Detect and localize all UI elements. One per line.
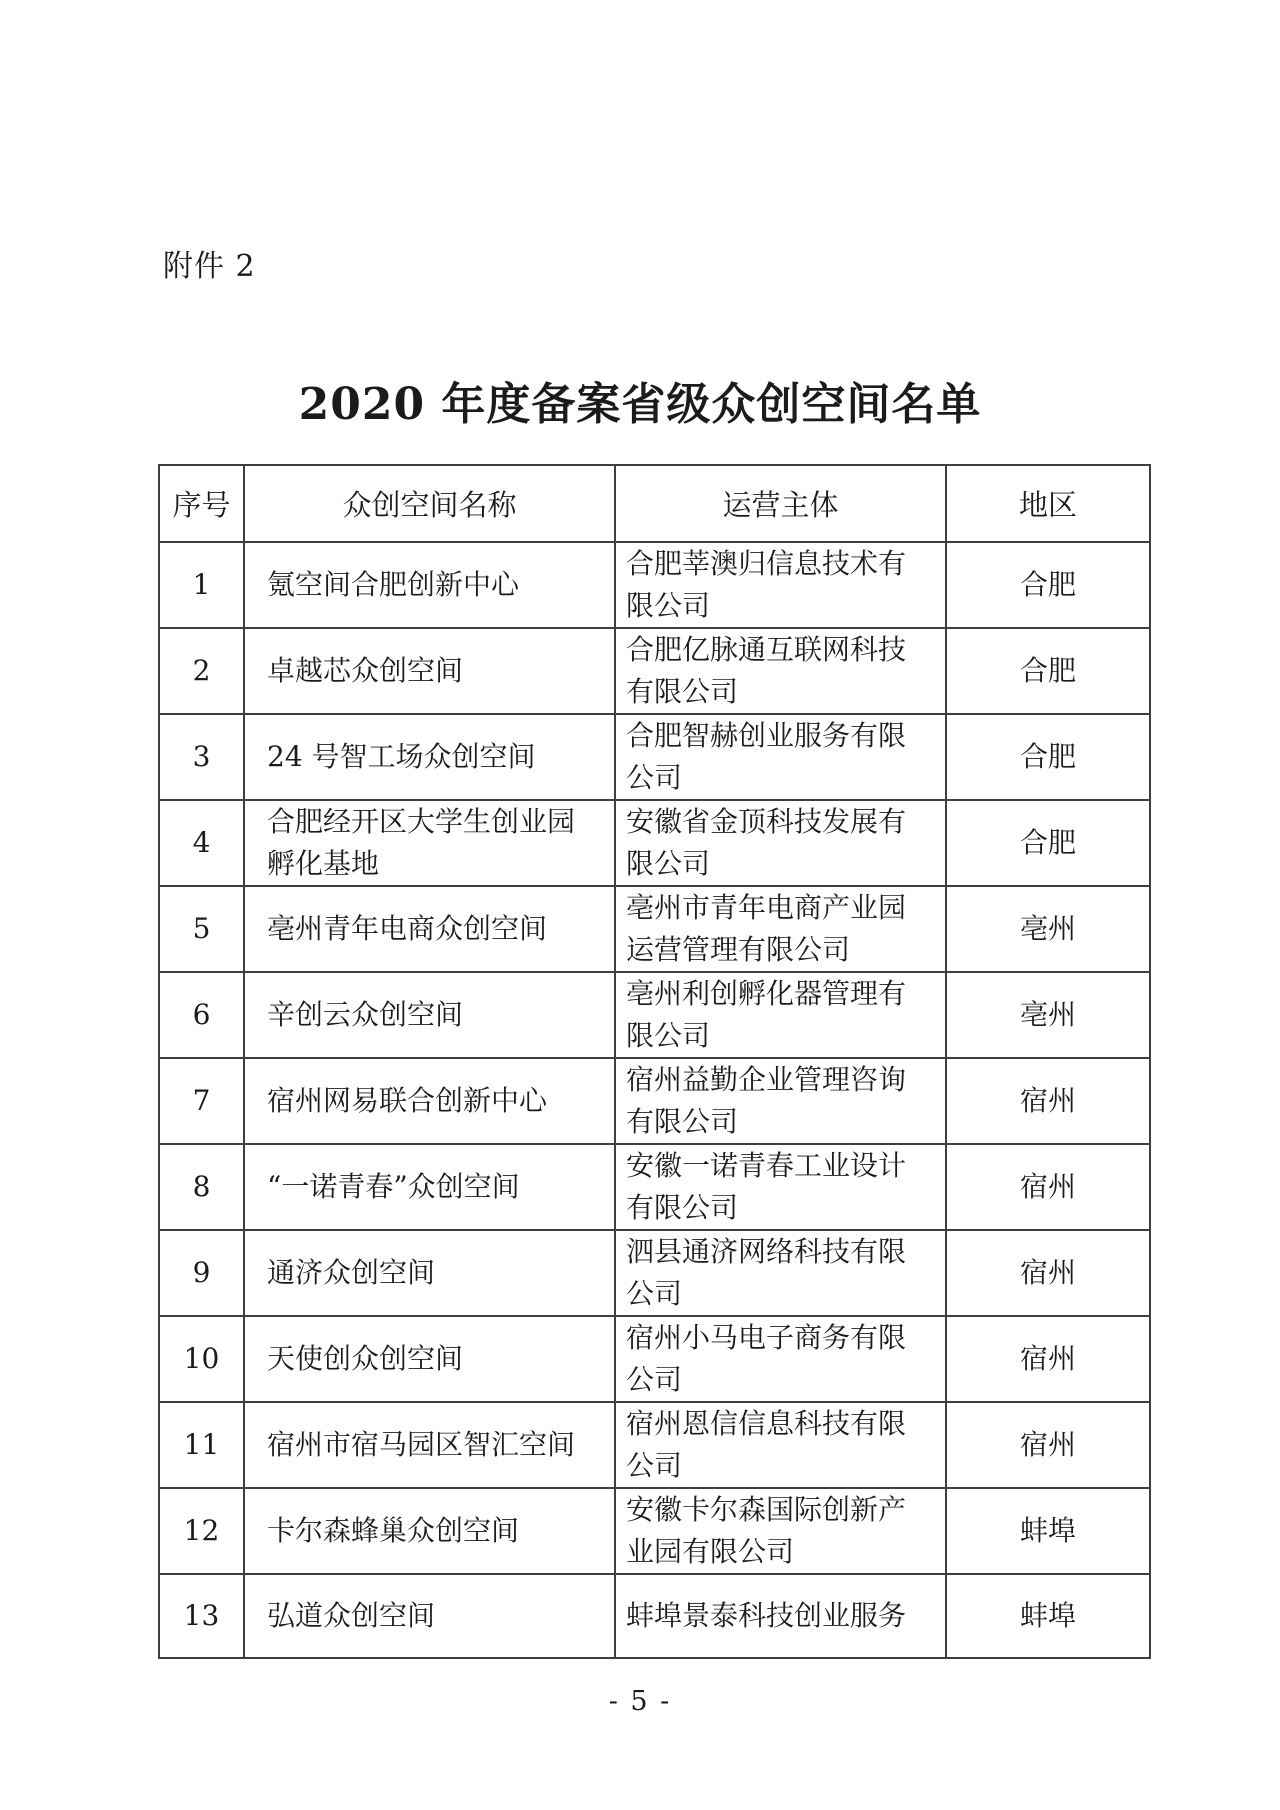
table-row (159, 1402, 1150, 1488)
cell-name: 宿州市宿马园区智汇空间 (244, 1402, 615, 1488)
cell-no: 5 (159, 886, 244, 972)
cell-operator: 宿州恩信信息科技有限公司 (615, 1402, 946, 1488)
cell-name: 天使创众创空间 (244, 1316, 615, 1402)
cell-name: “一诺青春”众创空间 (244, 1144, 615, 1230)
cell-no: 10 (159, 1316, 244, 1402)
cell-name: 弘道众创空间 (244, 1574, 615, 1658)
table-row (159, 1230, 1150, 1316)
attachment-label: 附件 2 (163, 249, 256, 284)
cell-name: 卓越芯众创空间 (244, 628, 615, 714)
cell-name: 辛创云众创空间 (244, 972, 615, 1058)
page-title: 2020 年度备案省级众创空间名单 (298, 379, 982, 430)
cell-region: 合肥 (946, 800, 1150, 886)
header-cell-name: 众创空间名称 (244, 465, 615, 542)
cell-no: 12 (159, 1488, 244, 1574)
header-cell-region: 地区 (946, 465, 1150, 542)
table-row (159, 1144, 1150, 1230)
table-row (159, 542, 1150, 628)
cell-no: 13 (159, 1574, 244, 1658)
cell-name: 合肥经开区大学生创业园孵化基地 (244, 800, 615, 886)
cell-no: 7 (159, 1058, 244, 1144)
table-row (159, 886, 1150, 972)
cell-region: 蚌埠 (946, 1488, 1150, 1574)
cell-region: 合肥 (946, 714, 1150, 800)
cell-no: 1 (159, 542, 244, 628)
table-row (159, 972, 1150, 1058)
cell-operator: 安徽省金顶科技发展有限公司 (615, 800, 946, 886)
cell-region: 宿州 (946, 1402, 1150, 1488)
cell-name: 亳州青年电商众创空间 (244, 886, 615, 972)
cell-region: 亳州 (946, 972, 1150, 1058)
table-header-row (159, 465, 1150, 542)
makerspace-table (158, 464, 1151, 1659)
cell-operator: 泗县通济网络科技有限公司 (615, 1230, 946, 1316)
table-row (159, 1316, 1150, 1402)
cell-operator: 安徽一诺青春工业设计有限公司 (615, 1144, 946, 1230)
page-number: - 5 - (608, 1686, 672, 1717)
cell-operator: 合肥莘澳归信息技术有限公司 (615, 542, 946, 628)
cell-name: 卡尔森蜂巢众创空间 (244, 1488, 615, 1574)
cell-name: 24 号智工场众创空间 (244, 714, 615, 800)
cell-region: 宿州 (946, 1058, 1150, 1144)
cell-name: 氪空间合肥创新中心 (244, 542, 615, 628)
table-row (159, 1488, 1150, 1574)
cell-operator: 合肥亿脉通互联网科技有限公司 (615, 628, 946, 714)
table-row (159, 1058, 1150, 1144)
cell-no: 4 (159, 800, 244, 886)
cell-operator: 蚌埠景泰科技创业服务 (615, 1574, 946, 1658)
cell-no: 9 (159, 1230, 244, 1316)
cell-region: 宿州 (946, 1230, 1150, 1316)
cell-region: 蚌埠 (946, 1574, 1150, 1658)
cell-region: 亳州 (946, 886, 1150, 972)
cell-operator: 合肥智赫创业服务有限公司 (615, 714, 946, 800)
table-row (159, 628, 1150, 714)
cell-region: 合肥 (946, 542, 1150, 628)
cell-no: 8 (159, 1144, 244, 1230)
cell-no: 3 (159, 714, 244, 800)
cell-operator: 宿州小马电子商务有限公司 (615, 1316, 946, 1402)
cell-no: 6 (159, 972, 244, 1058)
table-row (159, 1574, 1150, 1658)
cell-no: 11 (159, 1402, 244, 1488)
table-body (159, 542, 1150, 1658)
header-cell-no: 序号 (159, 465, 244, 542)
cell-region: 宿州 (946, 1316, 1150, 1402)
cell-operator: 宿州益勤企业管理咨询有限公司 (615, 1058, 946, 1144)
cell-operator: 安徽卡尔森国际创新产业园有限公司 (615, 1488, 946, 1574)
header-cell-operator: 运营主体 (615, 465, 946, 542)
table-row (159, 714, 1150, 800)
cell-operator: 亳州市青年电商产业园运营管理有限公司 (615, 886, 946, 972)
table-row (159, 800, 1150, 886)
cell-operator: 亳州利创孵化器管理有限公司 (615, 972, 946, 1058)
cell-region: 宿州 (946, 1144, 1150, 1230)
cell-name: 通济众创空间 (244, 1230, 615, 1316)
cell-no: 2 (159, 628, 244, 714)
cell-region: 合肥 (946, 628, 1150, 714)
cell-name: 宿州网易联合创新中心 (244, 1058, 615, 1144)
